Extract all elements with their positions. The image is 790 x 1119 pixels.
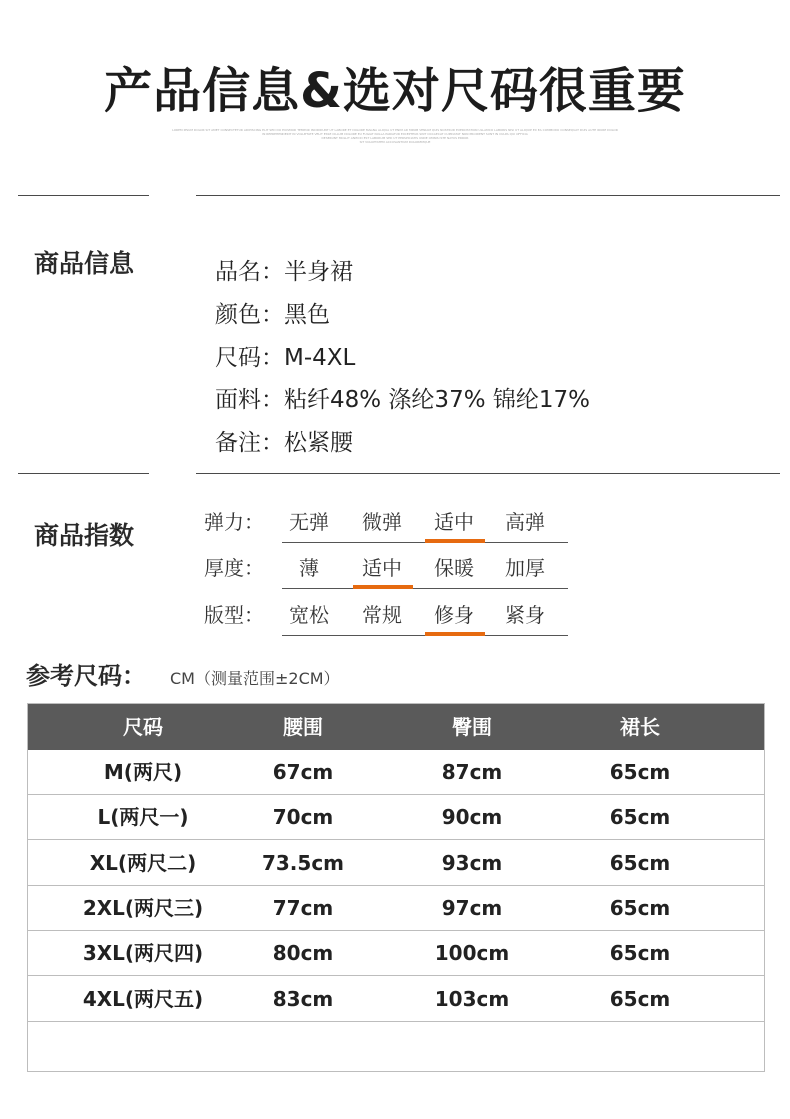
index-row-line [282, 588, 568, 589]
info-row [215, 253, 353, 286]
size-table-header-cell: 裙长 [620, 715, 660, 739]
table-cell: 65cm [609, 895, 671, 920]
table-cell: 70cm [272, 805, 334, 830]
table-cell: 65cm [609, 760, 671, 784]
table-row [28, 931, 764, 976]
table-cell: 4XL(两尺五) [82, 986, 204, 1011]
product-index-label: 商品指数 [34, 521, 135, 550]
table-cell: 100cm [434, 941, 510, 966]
index-option: 薄 [299, 556, 319, 580]
divider-left-2 [18, 473, 149, 474]
size-table-header-cell: 臀围 [452, 715, 492, 739]
info-value: M-4XL [284, 345, 356, 371]
index-option: 高弹 [505, 510, 545, 534]
index-option: 适中 [434, 510, 474, 534]
divider-right-1 [196, 195, 780, 196]
table-cell: 87cm [441, 760, 503, 784]
table-row [28, 841, 764, 886]
index-row-name: 厚度： [204, 556, 264, 580]
table-cell: 73.5cm [261, 850, 345, 875]
info-value: 粘纤48% 涤纶37% 锦纶17% [284, 387, 590, 413]
table-cell: 83cm [272, 986, 334, 1011]
divider-left-1 [18, 195, 149, 196]
index-selected-marker [425, 632, 485, 636]
info-value: 黑色 [284, 302, 330, 328]
table-cell: 3XL(两尺四) [82, 941, 204, 966]
size-table-header-cell: 尺码 [123, 715, 163, 739]
table-cell: 93cm [441, 850, 503, 875]
size-table-header [28, 704, 764, 750]
index-option: 加厚 [505, 556, 545, 580]
fine-print-line-3: DESERUNT MOLLIT ANIM ID EST LABORUM SED UT PERSPICIATIS UNDE OMNIS ISTE NATUS ERROR [321, 136, 469, 140]
table-cell: 97cm [441, 895, 503, 920]
table-cell: 67cm [272, 760, 334, 784]
table-cell: L(两尺一) [97, 805, 189, 830]
index-option: 微弹 [362, 510, 402, 534]
table-cell: 65cm [609, 986, 671, 1011]
fine-print-line-1: LOREM IPSUM DOLOR SIT AMET CONSECTETUR ADIPISCING ELIT SED DO EIUSMOD TEMPOR INCIDIDUNT UT LABORE ET DOLORE MAGNA ALIQUA UT ENIM AD MINIM VENIAM QUIS NOSTRUD EXERCITATION ULLAMCO LABORIS NISI UT ALIQUIP EX EA COMMODO CONSEQUAT DUIS AUTE IRURE DOLOR [172, 128, 618, 132]
table-cell: 80cm [272, 941, 334, 966]
index-row-name: 版型： [204, 603, 264, 627]
info-row [215, 424, 353, 457]
table-row [28, 977, 764, 1022]
index-row-name: 弹力： [204, 510, 264, 534]
index-option: 常规 [362, 603, 402, 627]
table-cell: 2XL(两尺三) [82, 895, 204, 920]
index-selected-marker [353, 585, 413, 589]
info-value: 松紧腰 [284, 430, 353, 456]
size-ref-note: CM（测量范围±2CM） [170, 669, 340, 688]
info-row [215, 296, 330, 329]
info-row [215, 381, 590, 414]
info-key: 品名： [215, 259, 284, 285]
index-option: 无弹 [289, 510, 329, 534]
index-selected-marker [425, 539, 485, 543]
table-cell: 103cm [434, 986, 510, 1011]
table-row [28, 886, 764, 931]
table-cell: 90cm [441, 805, 503, 830]
index-option: 适中 [362, 556, 402, 580]
index-option: 紧身 [505, 603, 545, 627]
size-table-header-cell: 腰围 [283, 715, 323, 739]
fine-print-line-2: IN REPREHENDERIT IN VOLUPTATE VELIT ESSE CILLUM DOLORE EU FUGIAT NULLA PARIATUR EXCEPTEUR SINT OCCAECAT CUPIDATAT NON PROIDENT SUNT IN CULPA QUI OFFICIA [262, 132, 528, 136]
table-cell: 65cm [609, 805, 671, 830]
info-key: 尺码： [215, 345, 284, 371]
table-cell: 65cm [609, 941, 671, 966]
table-row [28, 750, 764, 795]
info-value: 半身裙 [284, 259, 353, 285]
table-cell: XL(两尺二) [89, 850, 197, 875]
info-row [215, 339, 355, 372]
index-option: 保暖 [434, 556, 474, 580]
table-cell: 77cm [272, 895, 334, 920]
info-key: 面料： [215, 387, 284, 413]
divider-right-2 [196, 473, 780, 474]
index-option: 修身 [434, 603, 474, 627]
fine-print-line-4: SIT VOLUPTATEM ACCUSANTIUM DOLOREMQUE [359, 140, 431, 144]
index-option: 宽松 [289, 603, 329, 627]
table-cell: M(两尺) [103, 760, 183, 784]
info-key: 颜色： [215, 302, 284, 328]
info-key: 备注： [215, 430, 284, 456]
page-title: 产品信息&选对尺码很重要 [104, 63, 686, 119]
table-cell: 65cm [609, 850, 671, 875]
size-ref-label: 参考尺码： [26, 662, 146, 690]
product-info-label: 商品信息 [34, 249, 135, 278]
size-table [27, 703, 765, 1072]
table-row [28, 795, 764, 840]
